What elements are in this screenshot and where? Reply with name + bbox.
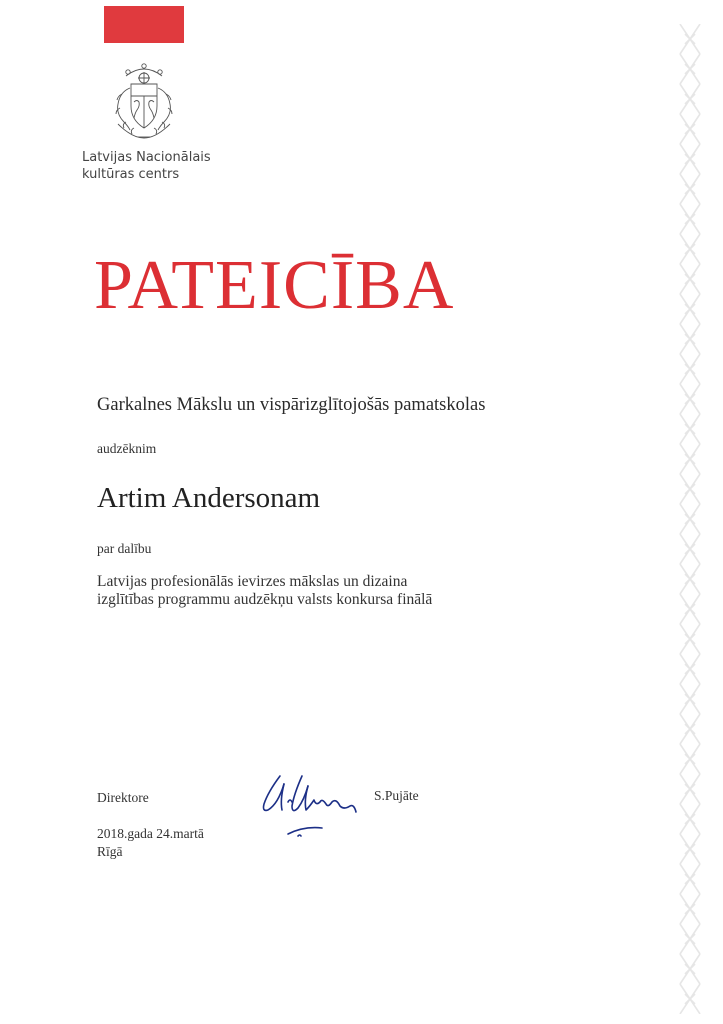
ornament-motif (680, 834, 700, 864)
ornament-motif (680, 564, 700, 594)
ornament-motif (680, 984, 700, 1014)
ornament-motif (680, 894, 700, 924)
signer-name: S.Pujāte (374, 788, 419, 803)
ornament-motif (680, 234, 700, 264)
ornament-motif (680, 204, 700, 234)
organization-name (82, 149, 282, 183)
ornament-motif (680, 594, 700, 624)
ornament-motif (680, 384, 700, 414)
reason-line-1: Latvijas profesionālās ievirzes mākslas un dizaina (97, 573, 408, 590)
ornament-motif (680, 264, 700, 294)
signer-position: Direktore (97, 790, 149, 805)
ornament-motif (680, 744, 700, 774)
ornament-motif (680, 114, 700, 144)
reason-line-2: izglītības programmu audzēkņu valsts konkursa finālā (97, 591, 433, 608)
ornament-motif (680, 354, 700, 384)
ornament-motif (680, 624, 700, 654)
org-line-1: Latvijas Nacionālais (82, 150, 211, 165)
recipient-prefix: audzēknim (97, 441, 157, 456)
ornament-motif (680, 774, 700, 804)
ornament-motif (680, 324, 700, 354)
ornament-motif (680, 84, 700, 114)
ornament-motif (680, 804, 700, 834)
ornament-motif (680, 474, 700, 504)
reason-text (97, 573, 527, 609)
ornament-motif (680, 714, 700, 744)
ornament-motif (680, 534, 700, 564)
ornament-motif (680, 174, 700, 204)
ornament-motif (680, 54, 700, 84)
ornament-motif (680, 24, 700, 54)
certificate-title: PATEICĪBA (94, 247, 455, 324)
ornament-motif (680, 684, 700, 714)
ornament-motif (680, 954, 700, 984)
org-line-2: kultūras centrs (82, 167, 180, 182)
red-accent-bar (104, 6, 184, 43)
school-name: Garkalnes Mākslu un vispārizglītojošās pamatskolas (97, 395, 486, 415)
ornament-motif (680, 504, 700, 534)
ornament-motif (680, 444, 700, 474)
issue-place: Rīgā (97, 844, 123, 859)
recipient-name: Artim Andersonam (97, 482, 321, 514)
ornament-motif (680, 654, 700, 684)
reason-prefix: par dalību (97, 541, 152, 556)
ornament-motif (680, 864, 700, 894)
ornament-motif (680, 144, 700, 174)
handwritten-signature (258, 770, 366, 842)
latvian-ornament-border (676, 24, 704, 1014)
latvia-coat-of-arms-icon (104, 58, 184, 142)
ornament-motif (680, 294, 700, 324)
ornament-motif (680, 414, 700, 444)
ornament-motif (680, 924, 700, 954)
issue-date: 2018.gada 24.martā (97, 826, 204, 841)
